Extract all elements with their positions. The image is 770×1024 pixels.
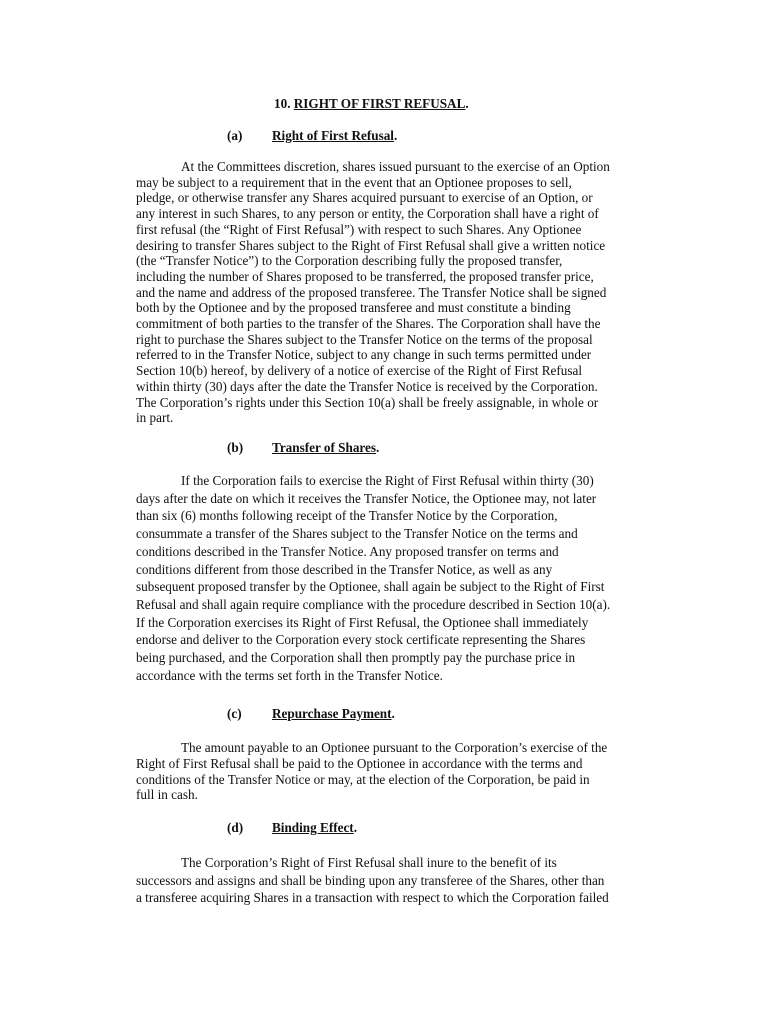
paragraph-line: conditions different from those described in the Transfer Notice, as well as any <box>136 561 553 577</box>
paragraph-line: conditions described in the Transfer Notice. Any proposed transfer on terms and <box>136 543 559 559</box>
subsection-b-paragraph <box>136 472 676 684</box>
section-number: 10. <box>274 96 291 111</box>
subsection-letter: (b) <box>227 440 244 455</box>
paragraph-line: consummate a transfer of the Shares subject to the Transfer Notice on the terms and <box>136 526 578 542</box>
paragraph-line: referred to in the Transfer Notice, subject to any change in such terms permitted under <box>136 347 592 363</box>
paragraph-line: Section 10(b) hereof, by delivery of a notice of exercise of the Right of First Refusal <box>136 363 583 379</box>
subsection-heading-text: Repurchase Payment <box>272 706 392 721</box>
paragraph-line: pledge, or otherwise transfer any Shares acquired pursuant to exercise of an Option, or <box>136 190 593 206</box>
paragraph-line: desiring to transfer Shares subject to the Right of First Refusal shall give a written notice <box>136 237 606 253</box>
section-title-suffix: . <box>465 96 469 111</box>
subsection-heading-text: Transfer of Shares <box>272 440 377 455</box>
subsection-heading-suffix: . <box>393 128 398 143</box>
section-title-text: RIGHT OF FIRST REFUSAL <box>293 96 466 111</box>
subsection-letter: (c) <box>227 706 242 721</box>
paragraph-line: being purchased, and the Corporation shall then promptly pay the purchase price in <box>136 650 576 666</box>
paragraph-line: including the number of Shares proposed to be transferred, the proposed transfer price, <box>136 268 594 284</box>
subsection-heading-suffix: . <box>353 820 357 835</box>
paragraph-line: commitment of both parties to the transfer of the Shares. The Corporation shall have the <box>136 316 601 332</box>
paragraph-line: accordance with the terms set forth in the Transfer Notice. <box>136 667 443 683</box>
subsection-d-heading <box>227 820 357 836</box>
paragraph-line: first refusal (the “Right of First Refusal”) with respect to such Shares. Any Optionee <box>136 221 582 237</box>
paragraph-line: If the Corporation fails to exercise the Right of First Refusal within thirty (30) <box>181 473 594 488</box>
subsection-d-paragraph <box>136 854 676 907</box>
subsection-c-heading <box>227 706 395 722</box>
paragraph-line: days after the date on which it receives the Transfer Notice, the Optionee may, not later <box>136 490 597 506</box>
paragraph-line: and the name and address of the proposed transferee. The Transfer Notice shall be signed <box>136 284 607 300</box>
subsection-letter: (d) <box>227 820 244 835</box>
paragraph-line: both by the Optionee and by the proposed transferee and must constitute a binding <box>136 300 571 316</box>
paragraph-line: The Corporation’s Right of First Refusal shall inure to the benefit of its <box>181 855 557 870</box>
paragraph-line: successors and assigns and shall be binding upon any transferee of the Shares, other than <box>136 872 605 888</box>
section-title <box>274 96 469 112</box>
paragraph-line: The amount payable to an Optionee pursuant to the Corporation’s exercise of the <box>181 740 608 755</box>
paragraph-line: At the Committees discretion, shares issued pursuant to the exercise of an Option <box>181 159 610 174</box>
paragraph-line: Refusal and shall again require compliance with the procedure described in Section 10(a). <box>136 596 611 612</box>
subsection-heading-text: Right of First Refusal <box>272 128 394 143</box>
subsection-a-heading <box>227 128 397 144</box>
subsection-heading-suffix: . <box>391 706 395 721</box>
subsection-c-paragraph <box>136 740 676 803</box>
paragraph-line: The Corporation’s rights under this Section 10(a) shall be freely assignable, in whole or <box>136 394 599 410</box>
paragraph-line: If the Corporation exercises its Right of First Refusal, the Optionee shall immediately <box>136 614 589 630</box>
paragraph-line: may be subject to a requirement that in the event that an Optionee proposes to sell, <box>136 174 572 190</box>
paragraph-line: subsequent proposed transfer by the Optionee, shall again be subject to the Right of First <box>136 579 605 595</box>
paragraph-line: Right of First Refusal shall be paid to the Optionee in accordance with the terms and <box>136 755 583 771</box>
paragraph-line: than six (6) months following receipt of the Transfer Notice by the Corporation, <box>136 508 558 524</box>
paragraph-line: within thirty (30) days after the date the Transfer Notice is received by the Corporation. <box>136 378 598 394</box>
subsection-heading-text: Binding Effect <box>272 820 354 835</box>
paragraph-line: conditions of the Transfer Notice or may, at the election of the Corporation, be paid in <box>136 771 590 787</box>
paragraph-line: a transferee acquiring Shares in a transaction with respect to which the Corporation failed <box>136 890 609 906</box>
paragraph-line: in part. <box>136 410 174 426</box>
paragraph-line: full in cash. <box>136 787 198 803</box>
subsection-heading-suffix: . <box>376 440 380 455</box>
subsection-a-paragraph <box>136 159 676 426</box>
subsection-b-heading <box>227 440 379 456</box>
paragraph-line: any interest in such Shares, to any person or entity, the Corporation shall have a right of <box>136 206 599 222</box>
paragraph-line: endorse and deliver to the Corporation every stock certificate representing the Shares <box>136 632 586 648</box>
paragraph-line: right to purchase the Shares subject to the Transfer Notice on the terms of the proposal <box>136 331 593 347</box>
subsection-letter: (a) <box>227 128 243 143</box>
paragraph-line: (the “Transfer Notice”) to the Corporation describing fully the proposed transfer, <box>136 253 563 269</box>
